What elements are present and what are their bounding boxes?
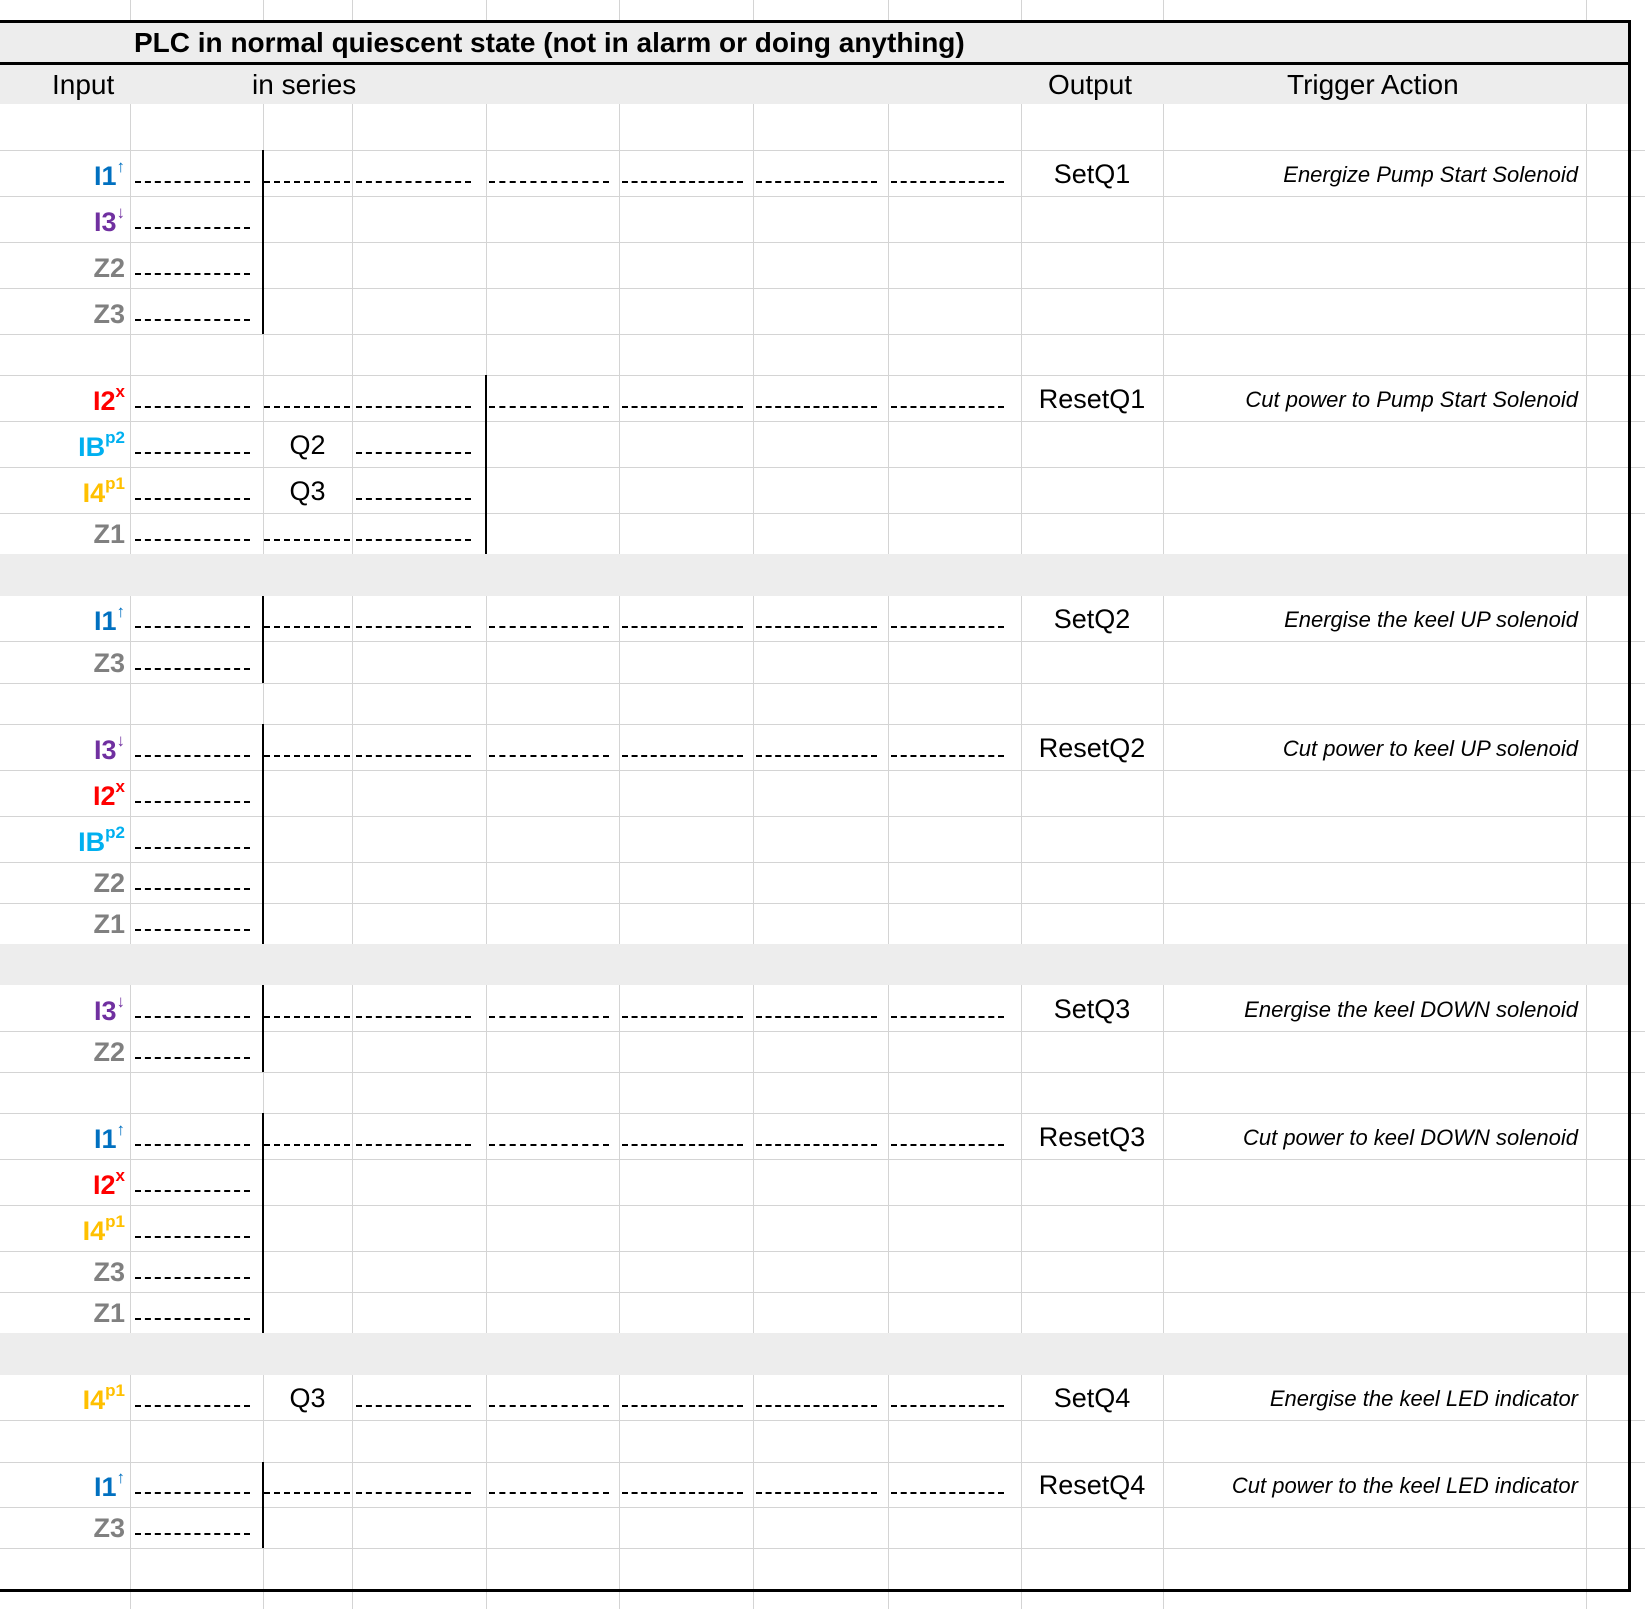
input-name: I1	[93, 161, 117, 191]
rung-row	[0, 816, 1630, 862]
input-name: I3	[93, 735, 117, 765]
input-contact-label	[93, 868, 125, 899]
wire-segment	[135, 1016, 250, 1018]
wire-segment	[356, 755, 471, 757]
input-name: I4	[82, 1216, 106, 1246]
wire-segment	[135, 539, 250, 541]
input-name: Z1	[93, 909, 125, 939]
wire-segment	[135, 801, 250, 803]
wire-segment	[756, 406, 877, 408]
wire-segment	[489, 1016, 609, 1018]
input-modifier: p1	[105, 1212, 125, 1231]
wire-segment	[135, 755, 250, 757]
trigger-action-text: Cut power to keel DOWN solenoid	[1242, 1125, 1578, 1150]
grid-row-line	[0, 334, 1645, 335]
wire-segment	[622, 1144, 743, 1146]
wire-segment	[622, 1405, 743, 1407]
wire-segment	[356, 1016, 471, 1018]
wire-segment	[622, 1492, 743, 1494]
wire-segment	[135, 452, 250, 454]
input-modifier: x	[115, 777, 125, 796]
rung-row	[0, 1462, 1630, 1507]
wire-segment	[756, 1492, 877, 1494]
wire-segment	[135, 1057, 250, 1059]
trigger-action-text: Energise the keel UP solenoid	[1284, 607, 1578, 632]
wire-segment	[135, 1190, 250, 1192]
rung-row	[0, 1292, 1630, 1333]
input-contact-label	[93, 1298, 125, 1329]
rung-row	[0, 242, 1630, 288]
rung-row	[0, 1113, 1630, 1159]
rung-row	[0, 196, 1630, 242]
rung-row	[0, 770, 1630, 816]
input-modifier: p2	[105, 823, 125, 842]
rung-row	[0, 1159, 1630, 1205]
input-name: I4	[82, 1385, 106, 1415]
wire-segment	[135, 1236, 250, 1238]
wire-segment	[135, 929, 250, 931]
wire-segment	[756, 626, 877, 628]
input-contact-label	[93, 1120, 125, 1155]
wire-segment	[135, 888, 250, 890]
rung-row	[0, 1205, 1630, 1251]
wire-segment	[622, 755, 743, 757]
parallel-bus-line	[262, 150, 264, 334]
input-contact-label	[78, 823, 125, 858]
wire-segment	[356, 1144, 471, 1146]
rung-row	[0, 513, 1630, 554]
wire-segment	[756, 755, 877, 757]
input-contact-label	[93, 992, 125, 1027]
wire-segment	[489, 1492, 609, 1494]
wire-segment	[489, 626, 609, 628]
wire-segment	[135, 498, 250, 500]
trigger-action-text: Energize Pump Start Solenoid	[1283, 162, 1578, 187]
rung-row	[0, 150, 1630, 196]
output-coil: ResetQ3	[1038, 1122, 1146, 1152]
wire-segment	[135, 1318, 250, 1320]
wire-segment	[135, 1533, 250, 1535]
input-name: I1	[93, 606, 117, 636]
input-contact-label	[78, 428, 125, 463]
rung-row	[0, 1031, 1630, 1072]
sheet-title: PLC in normal quiescent state (not in alarm or doing anything)	[134, 27, 965, 58]
rising-edge-arrow-icon: ↑	[116, 157, 125, 176]
separator-band	[0, 554, 1630, 596]
wire-segment	[264, 181, 350, 183]
input-name: Z3	[93, 1513, 125, 1543]
input-contact-label	[93, 602, 125, 637]
rising-edge-arrow-icon: ↑	[116, 1468, 125, 1487]
rising-edge-arrow-icon: ↑	[116, 602, 125, 621]
wire-segment	[135, 847, 250, 849]
wire-segment	[135, 1277, 250, 1279]
input-name: Z3	[93, 648, 125, 678]
input-name: I1	[93, 1124, 117, 1154]
separator-band	[0, 1333, 1630, 1375]
trigger-action-text: Cut power to Pump Start Solenoid	[1245, 387, 1578, 412]
wire-segment	[264, 539, 350, 541]
input-contact-label	[93, 382, 125, 417]
wire-segment	[264, 755, 350, 757]
wire-segment	[264, 406, 350, 408]
input-name: I4	[82, 478, 106, 508]
wire-segment	[356, 539, 471, 541]
input-name: Z1	[93, 519, 125, 549]
trigger-action-text: Cut power to the keel LED indicator	[1231, 1473, 1578, 1498]
input-name: I2	[93, 781, 116, 811]
wire-segment	[356, 1405, 471, 1407]
wire-segment	[356, 498, 471, 500]
wire-segment	[891, 181, 1004, 183]
rung-row	[0, 903, 1630, 944]
rung-row	[0, 641, 1630, 683]
rung-row	[0, 1251, 1630, 1292]
input-contact-label	[93, 777, 125, 812]
input-contact-label	[93, 1468, 125, 1503]
rung-row	[0, 375, 1630, 421]
wire-segment	[135, 668, 250, 670]
wire-segment	[356, 452, 471, 454]
wire-segment	[135, 406, 250, 408]
falling-edge-arrow-icon: ↓	[116, 992, 125, 1011]
input-contact-label	[93, 909, 125, 940]
input-name: I2	[93, 386, 116, 416]
wire-segment	[489, 1405, 609, 1407]
input-contact-label	[82, 474, 125, 509]
wire-segment	[756, 1144, 877, 1146]
input-contact-label	[93, 1166, 125, 1201]
input-contact-label	[82, 1381, 125, 1416]
input-name: Z2	[93, 253, 125, 283]
input-contact-label	[93, 731, 125, 766]
input-name: I2	[93, 1170, 116, 1200]
grid-row-line	[0, 1420, 1645, 1421]
wire-segment	[135, 1492, 250, 1494]
wire-segment	[135, 626, 250, 628]
wire-segment	[135, 227, 250, 229]
output-coil: SetQ4	[1053, 1383, 1131, 1413]
grid-row-line	[0, 683, 1645, 684]
wire-segment	[622, 181, 743, 183]
wire-segment	[891, 1144, 1004, 1146]
input-name: Z3	[93, 1257, 125, 1287]
parallel-bus-line	[262, 1113, 264, 1333]
input-modifier: p2	[105, 428, 125, 447]
input-contact-label	[93, 648, 125, 679]
rung-row	[0, 985, 1630, 1031]
header-in-series: in series	[252, 69, 357, 100]
wire-segment	[356, 406, 471, 408]
output-coil: ResetQ1	[1038, 384, 1146, 414]
wire-segment	[489, 755, 609, 757]
wire-segment	[891, 755, 1004, 757]
input-contact-label	[93, 253, 125, 284]
input-name: I1	[93, 1472, 117, 1502]
input-modifier: x	[115, 1166, 125, 1185]
wire-segment	[135, 1405, 250, 1407]
wire-segment	[891, 626, 1004, 628]
parallel-bus-line	[262, 724, 264, 944]
falling-edge-arrow-icon: ↓	[116, 203, 125, 222]
wire-segment	[756, 181, 877, 183]
grid-row-line	[0, 1548, 1645, 1549]
grid-row-line	[0, 1072, 1645, 1073]
input-contact-label	[93, 519, 125, 550]
input-modifier: p1	[105, 1381, 125, 1400]
wire-segment	[264, 1492, 350, 1494]
input-modifier: x	[115, 382, 125, 401]
output-coil: ResetQ2	[1038, 733, 1146, 763]
wire-segment	[356, 626, 471, 628]
input-contact-label	[82, 1212, 125, 1247]
rung-row	[0, 596, 1630, 641]
header-output: Output	[1048, 69, 1133, 100]
input-contact-label	[93, 1257, 125, 1288]
input-contact-label	[93, 203, 125, 238]
input-contact-label	[93, 1513, 125, 1544]
table-border-bottom	[0, 1589, 1631, 1592]
trigger-action-text: Energise the keel LED indicator	[1269, 1386, 1578, 1411]
falling-edge-arrow-icon: ↓	[116, 731, 125, 750]
input-name: Z1	[93, 1298, 125, 1328]
trigger-action-text: Cut power to keel UP solenoid	[1282, 736, 1578, 761]
series-contact: Q2	[289, 430, 326, 460]
input-name: Z2	[93, 868, 125, 898]
rung-row	[0, 1375, 1630, 1420]
rising-edge-arrow-icon: ↑	[116, 1120, 125, 1139]
rung-row	[0, 421, 1630, 467]
input-contact-label	[93, 1037, 125, 1068]
wire-segment	[622, 626, 743, 628]
wire-segment	[135, 273, 250, 275]
parallel-bus-line	[262, 985, 264, 1072]
rung-row	[0, 467, 1630, 513]
wire-segment	[891, 406, 1004, 408]
input-contact-label	[93, 299, 125, 330]
input-modifier: p1	[105, 474, 125, 493]
header-trigger-action: Trigger Action	[1287, 69, 1459, 100]
rung-row	[0, 1507, 1630, 1548]
wire-segment	[489, 1144, 609, 1146]
wire-segment	[622, 406, 743, 408]
wire-segment	[135, 319, 250, 321]
wire-segment	[264, 1144, 350, 1146]
rung-row	[0, 862, 1630, 903]
wire-segment	[891, 1405, 1004, 1407]
parallel-bus-line	[485, 375, 487, 554]
series-contact: Q3	[289, 1383, 326, 1413]
parallel-bus-line	[262, 596, 264, 683]
wire-segment	[264, 626, 350, 628]
input-name: IB	[78, 432, 106, 462]
parallel-bus-line	[262, 1462, 264, 1548]
wire-segment	[891, 1492, 1004, 1494]
output-coil: SetQ1	[1053, 159, 1131, 189]
wire-segment	[756, 1016, 877, 1018]
wire-segment	[622, 1016, 743, 1018]
rung-row	[0, 724, 1630, 770]
separator-band	[0, 944, 1630, 985]
wire-segment	[489, 406, 609, 408]
wire-segment	[135, 1144, 250, 1146]
wire-segment	[356, 181, 471, 183]
trigger-action-text: Energise the keel DOWN solenoid	[1244, 997, 1578, 1022]
rung-row	[0, 288, 1630, 334]
wire-segment	[356, 1492, 471, 1494]
header-input: Input	[52, 69, 115, 100]
output-coil: SetQ3	[1053, 994, 1131, 1024]
input-name: Z2	[93, 1037, 125, 1067]
wire-segment	[264, 1016, 350, 1018]
input-name: Z3	[93, 299, 125, 329]
wire-segment	[891, 1016, 1004, 1018]
series-contact: Q3	[289, 476, 326, 506]
input-contact-label	[93, 157, 125, 192]
input-name: I3	[93, 207, 117, 237]
output-coil: ResetQ4	[1038, 1470, 1146, 1500]
wire-segment	[756, 1405, 877, 1407]
wire-segment	[135, 181, 250, 183]
input-name: IB	[78, 827, 106, 857]
input-name: I3	[93, 996, 117, 1026]
wire-segment	[489, 181, 609, 183]
output-coil: SetQ2	[1053, 604, 1131, 634]
